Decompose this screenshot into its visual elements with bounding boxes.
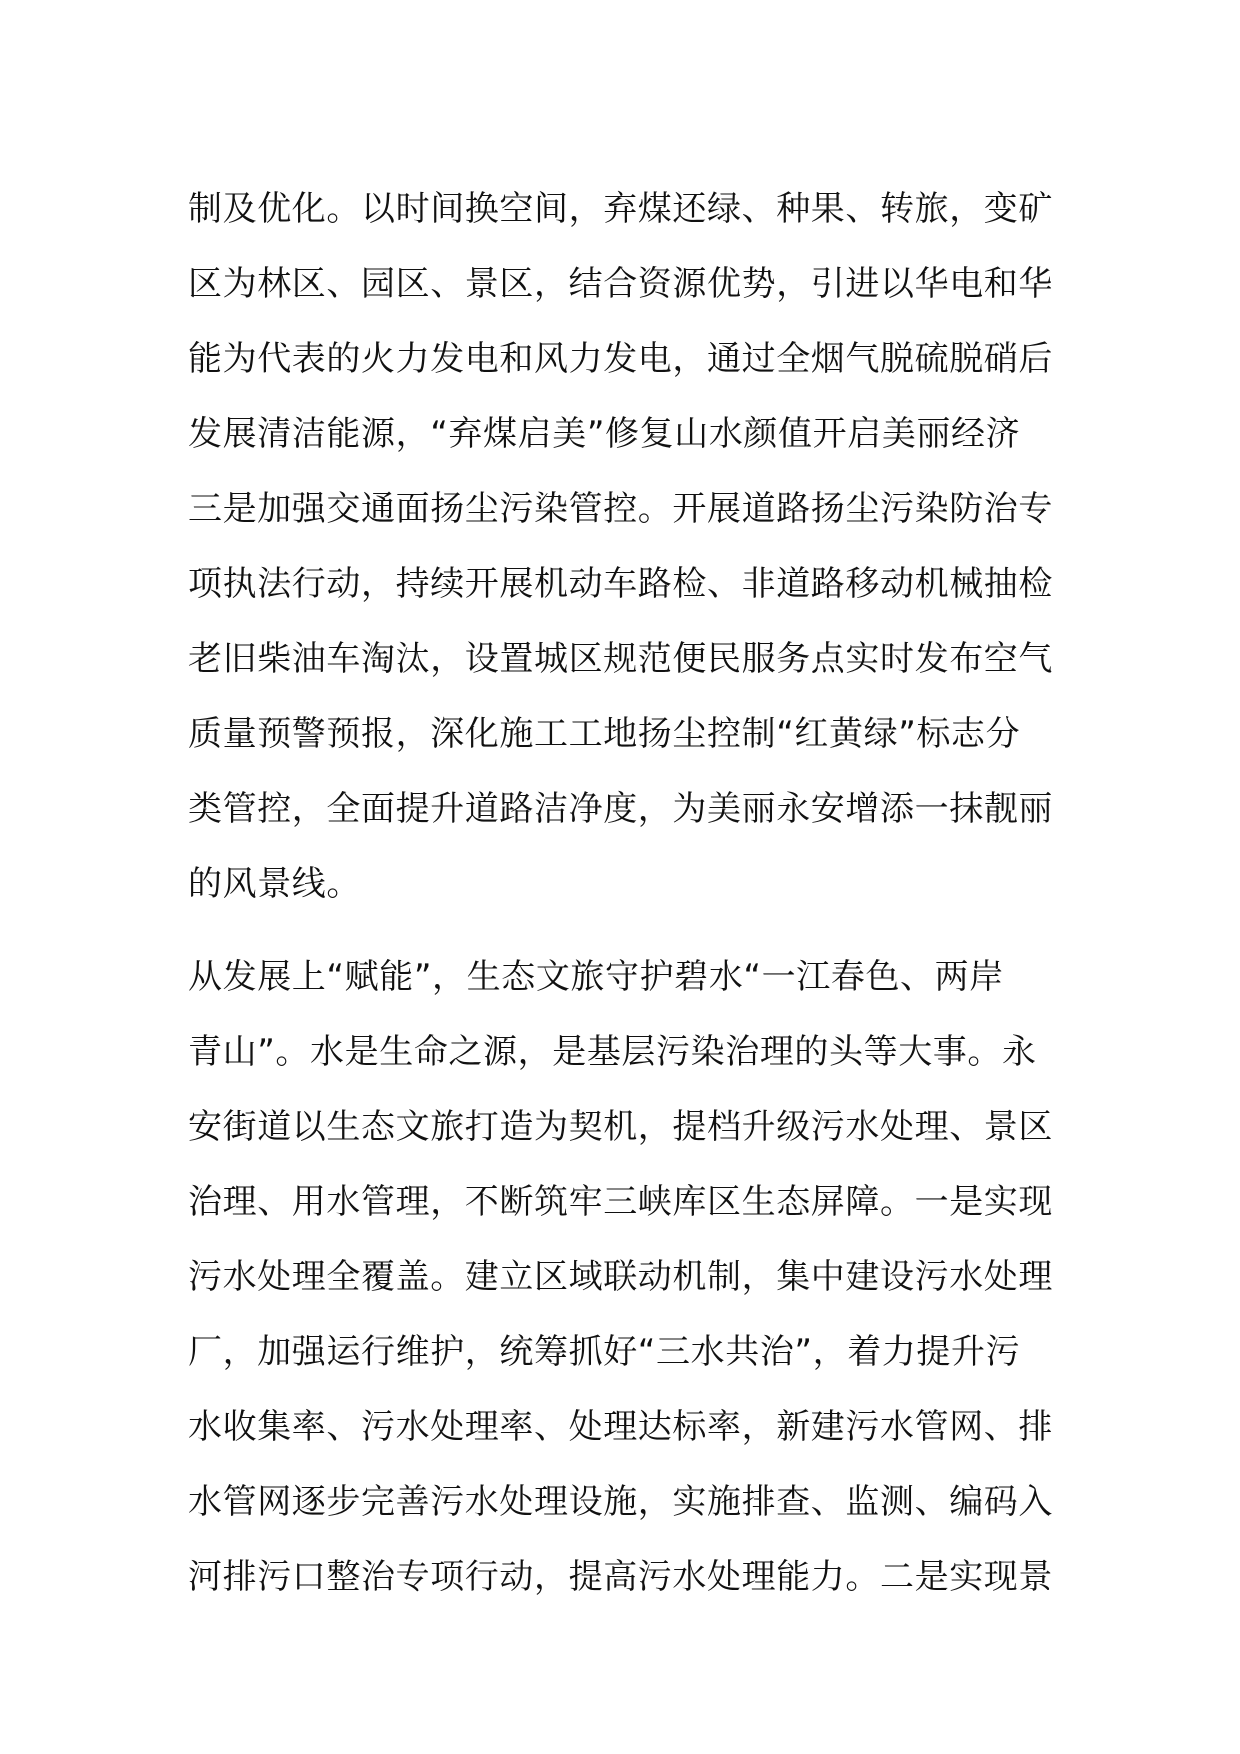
paragraph-continuation xyxy=(188,172,1068,922)
text-line: 青山”。水是生命之源，是基层污染治理的头等大事。永 xyxy=(188,1032,1037,1072)
text-line: 项执法行动，持续开展机动车路检、非道路移动机械抽检 xyxy=(188,564,1053,604)
text-line: 三是加强交通面扬尘污染管控。开展道路扬尘污染防治专 xyxy=(188,489,1053,529)
text-line: 能为代表的火力发电和风力发电，通过全烟气脱硫脱硝后 xyxy=(188,339,1053,379)
text-line: 治理、用水管理，不断筑牢三峡库区生态屏障。一是实现 xyxy=(188,1182,1053,1222)
text-line: 安街道以生态文旅打造为契机，提档升级污水处理、景区 xyxy=(188,1107,1053,1147)
text-line: 类管控，全面提升道路洁净度，为美丽永安增添一抹靓丽 xyxy=(188,789,1053,829)
text-line: 河排污口整治专项行动，提高污水处理能力。二是实现景 xyxy=(188,1557,1053,1597)
text-line: 从发展上“赋能”，生态文旅守护碧水“一江春色、两岸 xyxy=(188,957,1004,997)
text-line: 水收集率、污水处理率、处理达标率，新建污水管网、排 xyxy=(188,1407,1053,1447)
text-line: 质量预警预报，深化施工工地扬尘控制“红黄绿”标志分 xyxy=(188,714,1021,754)
paragraph-ecotourism xyxy=(188,940,1068,1615)
text-line: 的风景线。 xyxy=(188,864,361,904)
text-line: 制及优化。以时间换空间，弃煤还绿、种果、转旅，变矿 xyxy=(188,189,1053,229)
text-line: 水管网逐步完善污水处理设施，实施排查、监测、编码入 xyxy=(188,1482,1053,1522)
text-line: 厂，加强运行维护，统筹抓好“三水共治”，着力提升污 xyxy=(188,1332,1021,1372)
text-line: 老旧柴油车淘汰，设置城区规范便民服务点实时发布空气 xyxy=(188,639,1053,679)
text-line: 区为林区、园区、景区，结合资源优势，引进以华电和华 xyxy=(188,264,1053,304)
text-line: 发展清洁能源，“弃煤启美”修复山水颜值开启美丽经济 xyxy=(188,414,1021,454)
text-line: 污水处理全覆盖。建立区域联动机制，集中建设污水处理 xyxy=(188,1257,1053,1297)
